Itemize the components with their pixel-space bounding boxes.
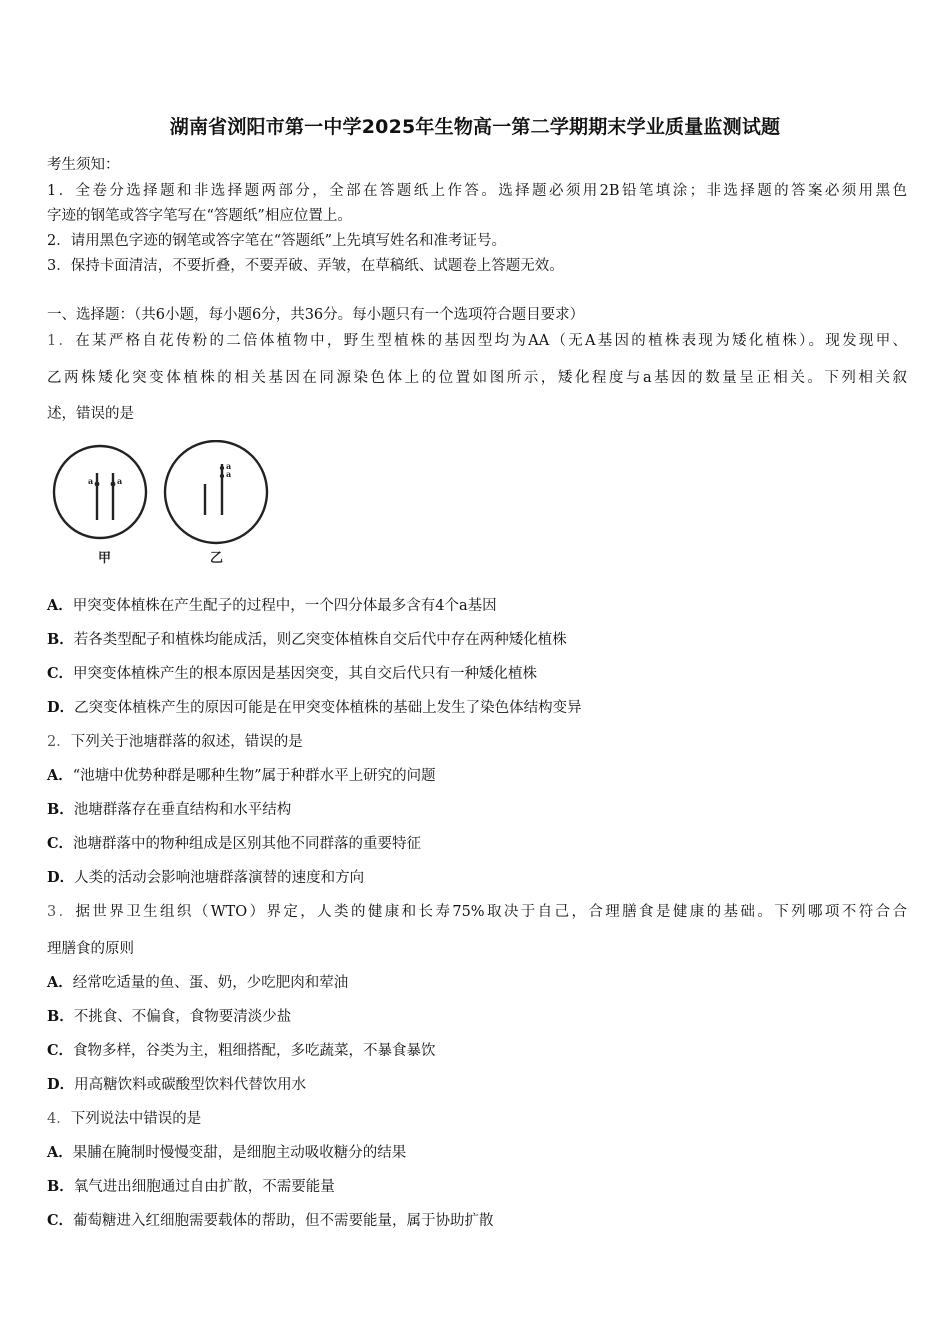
question-stem: 下列说法中错误的是 xyxy=(70,1111,202,1127)
option-letter: A． xyxy=(47,1144,73,1161)
figure-label-jia: 甲 xyxy=(98,551,112,566)
gene-locus xyxy=(111,482,116,487)
option-letter: A． xyxy=(47,597,73,614)
section-heading: 一、选择题：（共6小题，每小题6分，共36分。每小题只有一个选项符合题目要求） xyxy=(47,307,585,323)
option-a[interactable] xyxy=(47,971,348,992)
option-text: 池塘群落存在垂直结构和水平结构 xyxy=(73,802,292,818)
option-text: 葡萄糖进入红细胞需要载体的帮助，但不需要能量，属于协助扩散 xyxy=(73,1213,494,1229)
option-c[interactable] xyxy=(47,1039,436,1060)
option-letter: C． xyxy=(47,835,74,852)
option-text: 甲突变体植株产生的根本原因是基因突变，其自交后代只有一种矮化植株 xyxy=(73,666,538,682)
option-b[interactable] xyxy=(47,1175,335,1196)
option-text: 乙突变体植株产生的原因可能是在甲突变体植株的基础上发生了染色体结构变异 xyxy=(74,700,582,716)
option-text: 用高糖饮料或碳酸型饮料代替饮用水 xyxy=(74,1077,307,1093)
question-4-stem xyxy=(47,1107,201,1128)
option-text: 氧气进出细胞通过自由扩散，不需要能量 xyxy=(73,1179,335,1195)
question-number: 2． xyxy=(47,734,71,750)
option-letter: B． xyxy=(47,1178,74,1195)
option-letter: D． xyxy=(47,1076,75,1093)
question-stem: 据世界卫生组织（WTO）界定，人类的健康和长寿75%取决于自己，合理膳食是健康的基础。下列哪项不符合合 xyxy=(75,904,908,920)
option-c[interactable] xyxy=(47,662,537,683)
question-number: 4． xyxy=(47,1111,71,1127)
chromosome-figure xyxy=(50,440,272,570)
option-letter: D． xyxy=(47,869,75,886)
option-b[interactable] xyxy=(47,1005,291,1026)
question-1-stem-1 xyxy=(47,329,907,350)
notice-item-1b: 字迹的钢笔或答字笔写在“答题纸”相应位置上。 xyxy=(47,208,352,224)
option-letter: C． xyxy=(47,1042,74,1059)
option-a[interactable] xyxy=(47,1141,406,1162)
question-3-stem-1 xyxy=(47,900,907,921)
option-b[interactable] xyxy=(47,798,291,819)
option-d[interactable] xyxy=(47,696,582,717)
gene-locus xyxy=(95,482,100,487)
gene-locus xyxy=(220,466,224,470)
option-text: “池塘中优势种群是哪种生物”属于种群水平上研究的问题 xyxy=(72,768,436,784)
notice-heading: 考生须知： xyxy=(47,157,120,173)
gene-label: a xyxy=(226,469,232,479)
question-number: 3． xyxy=(47,904,76,920)
notice-item-3: 3．保持卡面清洁，不要折叠，不要弄破、弄皱，在草稿纸、试题卷上答题无效。 xyxy=(47,258,564,274)
gene-label: a xyxy=(117,476,123,486)
option-letter: B． xyxy=(47,1008,74,1025)
question-1-stem-2: 乙两株矮化突变体植株的相关基因在同源染色体上的位置如图所示，矮化程度与a基因的数量呈正相关。下列相关叙 xyxy=(47,370,907,386)
option-text: 若各类型配子和植株均能成活，则乙突变体植株自交后代中存在两种矮化植株 xyxy=(73,632,567,648)
option-letter: C． xyxy=(47,665,74,682)
option-a[interactable] xyxy=(47,764,436,785)
option-text: 甲突变体植株在产生配子的过程中，一个四分体最多含有4个a基因 xyxy=(72,598,497,614)
question-number: 1． xyxy=(47,333,76,349)
figure-label-yi: 乙 xyxy=(210,551,224,566)
gene-label: a xyxy=(88,476,94,486)
option-d[interactable] xyxy=(47,1073,306,1094)
option-c[interactable] xyxy=(47,832,421,853)
question-stem: 在某严格自花传粉的二倍体植物中，野生型植株的基因型均为AA（无A基因的植株表现为矮化植株）。现发现甲、 xyxy=(75,333,907,349)
question-2-stem xyxy=(47,730,303,751)
gene-label: a xyxy=(226,461,232,471)
option-text: 果脯在腌制时慢慢变甜，是细胞主动吸收糖分的结果 xyxy=(72,1145,407,1161)
option-b[interactable] xyxy=(47,628,567,649)
page-title: 湖南省浏阳市第一中学2025年生物高一第二学期期末学业质量监测试题 xyxy=(169,116,781,138)
option-text: 食物多样，谷类为主，粗细搭配，多吃蔬菜，不暴食暴饮 xyxy=(73,1043,436,1059)
question-1-stem-3: 述，错误的是 xyxy=(47,406,134,422)
notice-item-1a: 1．全卷分选择题和非选择题两部分，全部在答题纸上作答。选择题必须用2B铅笔填涂；非选择题的答案必须用黑色 xyxy=(47,183,907,199)
option-a[interactable] xyxy=(47,594,497,615)
option-d[interactable] xyxy=(47,866,364,887)
option-letter: A． xyxy=(47,767,73,784)
option-text: 经常吃适量的鱼、蛋、奶，少吃肥肉和荤油 xyxy=(72,975,349,991)
option-c[interactable] xyxy=(47,1209,494,1230)
option-letter: B． xyxy=(47,631,74,648)
option-text: 池塘群落中的物种组成是区别其他不同群落的重要特征 xyxy=(73,836,422,852)
option-letter: A． xyxy=(47,974,73,991)
option-letter: B． xyxy=(47,801,74,818)
option-letter: C． xyxy=(47,1212,74,1229)
notice-item-2: 2．请用黑色字迹的钢笔或答字笔在“答题纸”上先填写姓名和准考证号。 xyxy=(47,233,507,249)
question-3-stem-2: 理膳食的原则 xyxy=(47,941,134,957)
option-text: 不挑食、不偏食，食物要清淡少盐 xyxy=(73,1009,292,1025)
question-stem: 下列关于池塘群落的叙述，错误的是 xyxy=(70,734,303,750)
option-letter: D． xyxy=(47,699,75,716)
gene-locus xyxy=(220,474,224,478)
option-text: 人类的活动会影响池塘群落演替的速度和方向 xyxy=(74,870,365,886)
